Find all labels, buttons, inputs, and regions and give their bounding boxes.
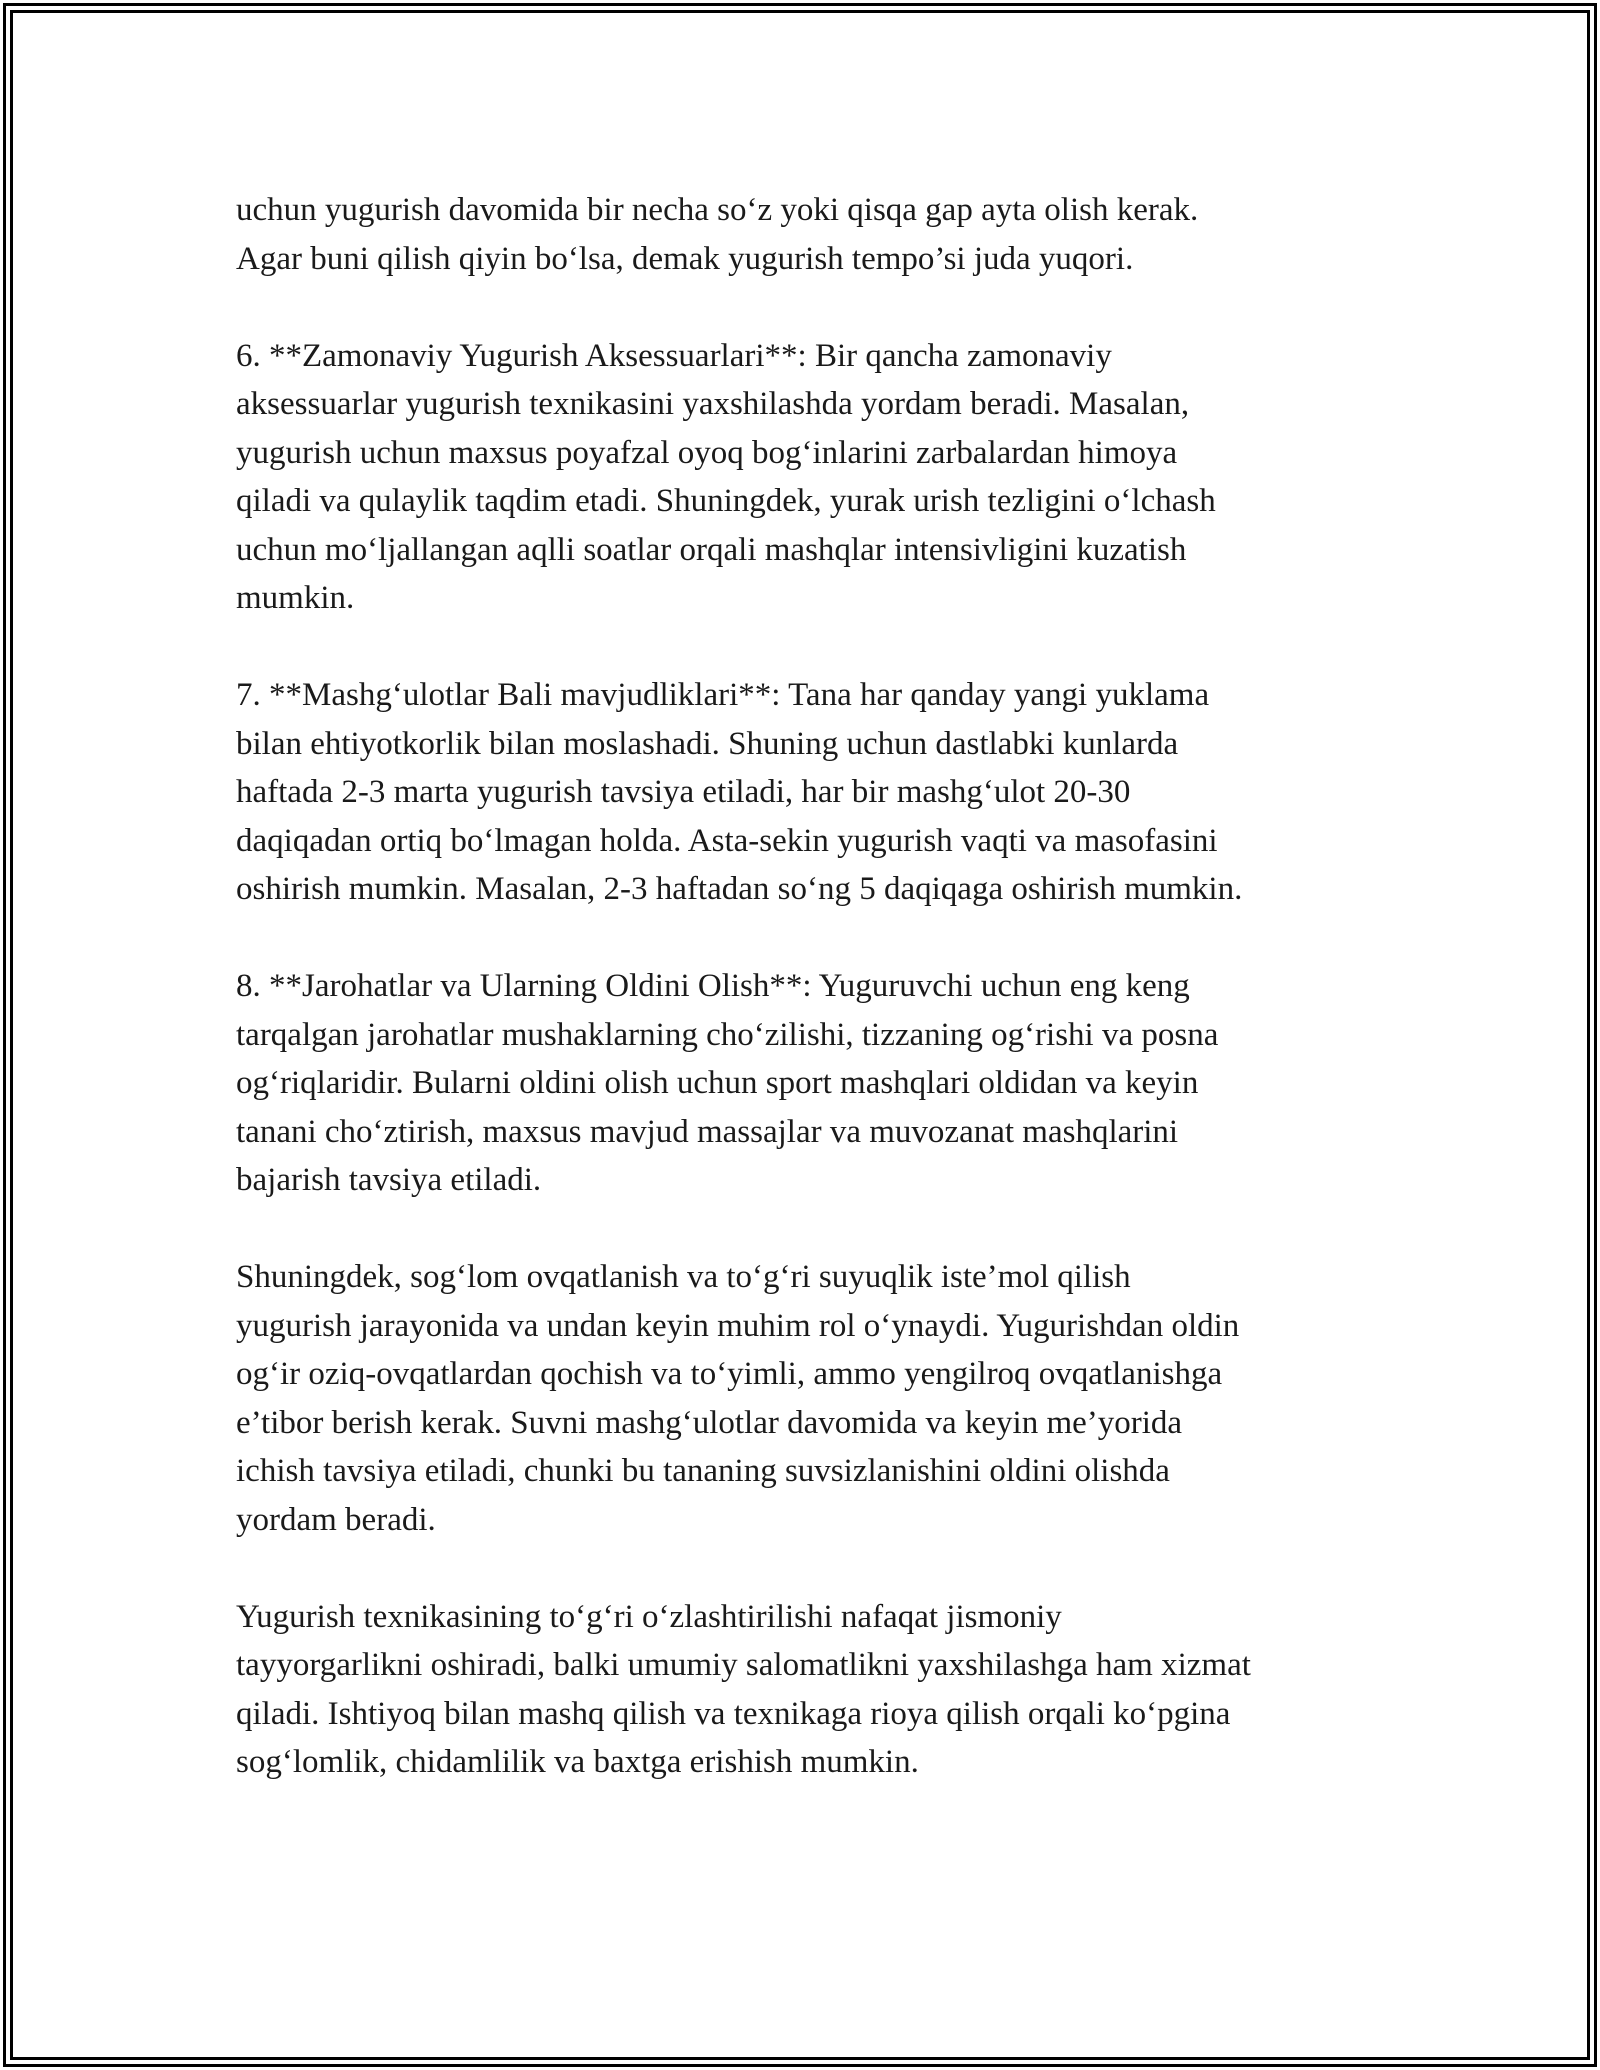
text-line: 8. **Jarohatlar va Ularning Oldini Olish**: Yuguruvchi uchun eng keng — [236, 968, 1190, 1004]
paragraph-item-8 — [236, 962, 1386, 1205]
text-line: uchun mo‘ljallangan aqlli soatlar orqali mashqlar intensivligini kuzatish — [236, 531, 1187, 568]
text-line: 7. **Mashg‘ulotlar Bali mavjudliklari**: Tana har qanday yangi yuklama — [236, 677, 1210, 713]
text-line: tanani cho‘ztirish, maxsus mavjud massajlar va muvozanat mashqlarini — [236, 1113, 1179, 1150]
text-line: sog‘lomlik, chidamlilik va baxtga erishish mumkin. — [236, 1744, 919, 1780]
text-line: bilan ehtiyotkorlik bilan moslashadi. Shuning uchun dastlabki kunlarda — [236, 725, 1179, 762]
text-line: 6. **Zamonaviy Yugurish Aksessuarlari**: Bir qancha zamonaviy — [236, 337, 1112, 374]
text-line: bajarish tavsiya etiladi. — [236, 1162, 542, 1198]
text-line: yordam beradi. — [236, 1501, 436, 1538]
text-line: Yugurish texnikasining to‘g‘ri o‘zlashtirilishi nafaqat jismoniy — [236, 1598, 1062, 1635]
paragraph-item-7 — [236, 671, 1386, 914]
paragraph-conclusion — [236, 1593, 1386, 1787]
text-line: tayyorgarlikni oshiradi, balki umumiy salomatlikni yaxshilashga ham xizmat — [236, 1647, 1251, 1683]
text-line: og‘ir oziq-ovqatlardan qochish va to‘yimli, ammo yengilroq ovqatlanishga — [236, 1356, 1223, 1392]
text-line: mumkin. — [236, 580, 355, 616]
text-line: qiladi. Ishtiyoq bilan mashq qilish va texnikaga rioya qilish orqali ko‘pgina — [236, 1695, 1231, 1732]
text-line: og‘riqlaridir. Bularni oldini olish uchun sport mashqlari oldidan va keyin — [236, 1065, 1199, 1101]
paragraph-intro-continuation — [236, 186, 1386, 283]
text-line: yugurish uchun maxsus poyafzal oyoq bog‘inlarini zarbalardan himoya — [236, 434, 1178, 471]
text-line: aksessuarlar yugurish texnikasini yaxshilashda yordam beradi. Masalan, — [236, 386, 1190, 422]
text-line: e’tibor berish kerak. Suvni mashg‘ulotlar davomida va keyin me’yorida — [236, 1404, 1183, 1441]
text-line: yugurish jarayonida va undan keyin muhim rol o‘ynaydi. Yugurishdan oldin — [236, 1307, 1240, 1344]
text-line: tarqalgan jarohatlar mushaklarning cho‘zilishi, tizzaning og‘rishi va posna — [236, 1016, 1219, 1053]
paragraph-item-6 — [236, 332, 1386, 623]
text-line: oshirish mumkin. Masalan, 2-3 haftadan so‘ng 5 daqiqaga oshirish mumkin. — [236, 871, 1243, 907]
text-line: uchun yugurish davomida bir necha so‘z yoki qisqa gap ayta olish kerak. — [236, 192, 1199, 228]
text-line: ichish tavsiya etiladi, chunki bu tananing suvsizlanishini oldini olishda — [236, 1453, 1170, 1489]
text-line: qiladi va qulaylik taqdim etadi. Shuningdek, yurak urish tezligini o‘lchash — [236, 483, 1216, 519]
text-line: Shuningdek, sog‘lom ovqatlanish va to‘g‘ri suyuqlik iste’mol qilish — [236, 1259, 1131, 1295]
paragraph-nutrition — [236, 1253, 1386, 1544]
document-body — [236, 186, 1386, 1835]
text-line: Agar buni qilish qiyin bo‘lsa, demak yugurish tempo’si juda yuqori. — [236, 240, 1134, 277]
text-line: haftada 2-3 marta yugurish tavsiya etiladi, har bir mashg‘ulot 20-30 — [236, 774, 1131, 810]
text-line: daqiqadan ortiq bo‘lmagan holda. Asta-sekin yugurish vaqti va masofasini — [236, 822, 1218, 859]
